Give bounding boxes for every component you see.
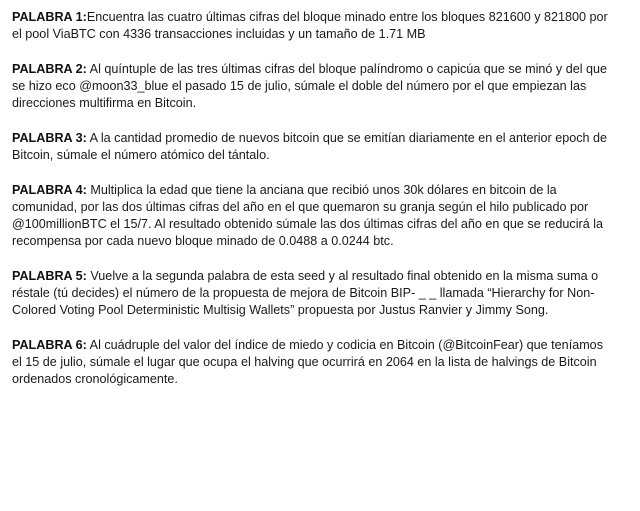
palabra-3-label: PALABRA 3: xyxy=(12,131,87,145)
palabra-3-text: A la cantidad promedio de nuevos bitcoin que se emitían diariamente en el anterior epoch de Bitcoin, súmale el número atómico del tántalo. xyxy=(12,131,608,162)
palabra-4-label: PALABRA 4: xyxy=(12,183,87,197)
palabra-6-paragraph xyxy=(12,337,616,388)
palabra-4-text: Multiplica la edad que tiene la anciana que recibió unos 30k dólares en bitcoin de la comunidad, por las dos últimas cifras del año en el que quemaron su granja según el hilo publicado por @100millionBTC el 15/7. Al resultado obtenido súmale las dos últimas cifras del año en que se reducirá la recompensa por cada nuevo bloque minado de 0.0488 a 0.0244 btc. xyxy=(12,183,604,248)
palabra-1-label: PALABRA 1: xyxy=(12,10,87,24)
palabra-2-label: PALABRA 2: xyxy=(12,62,87,76)
palabra-6-label: PALABRA 6: xyxy=(12,338,87,352)
palabra-2-paragraph xyxy=(12,61,616,112)
palabra-1-text: Encuentra las cuatro últimas cifras del bloque minado entre los bloques 821600 y 821800 por el pool ViaBTC con 4336 transacciones incluidas y un tamaño de 1.71 MB xyxy=(12,10,608,41)
palabra-1-paragraph xyxy=(12,9,616,43)
palabra-5-text: Vuelve a la segunda palabra de esta seed y al resultado final obtenido en la misma suma o réstale (tú decides) el número de la propuesta de mejora de Bitcoin BIP- _ _ llamada “Hierarchy for Non-Colored Voting Pool Deterministic Multisig Wallets” propuesta por Justus Ranvier y Jimmy Song. xyxy=(12,269,599,317)
palabra-5-label: PALABRA 5: xyxy=(12,269,87,283)
palabra-4-paragraph xyxy=(12,182,616,250)
palabra-5-paragraph xyxy=(12,268,616,319)
palabra-2-text: Al quíntuple de las tres últimas cifras del bloque palíndromo o capicúa que se minó y del que se hizo eco @moon33_blue el pasado 15 de julio, súmale el doble del número por el que empiezan las direcciones multifirma en Bitcoin. xyxy=(12,62,608,110)
palabra-6-text: Al cuádruple del valor del índice de miedo y codicia en Bitcoin (@BitcoinFear) que teníamos el 15 de julio, súmale el lugar que ocupa el halving que ocurrirá en 2064 en la lista de halvings de Bitcoin ordenados cronológicamente. xyxy=(12,338,603,386)
palabra-3-paragraph xyxy=(12,130,616,164)
